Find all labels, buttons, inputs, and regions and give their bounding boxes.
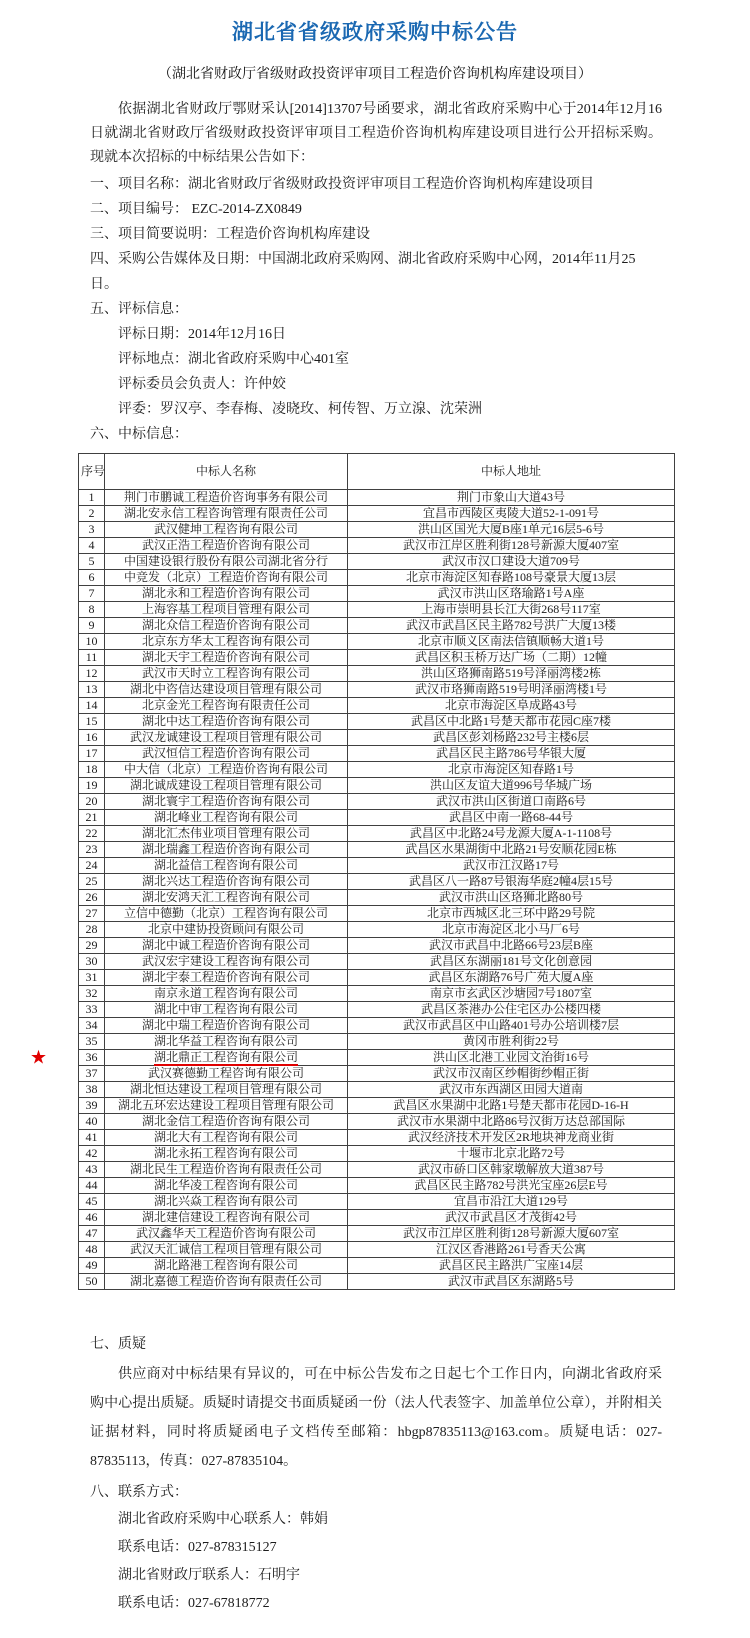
eval-committee-line: 评委：罗汉亭、李春梅、凌晓玫、柯传智、万立湶、沈荣洲	[118, 402, 482, 417]
winner-name-cell: 湖北永和工程造价咨询有限公司	[105, 586, 348, 602]
winner-address-cell: 武汉市洪山区街道口南路6号	[348, 794, 675, 810]
table-row	[79, 714, 675, 730]
row-number-cell: 2	[79, 506, 105, 522]
winner-address-cell: 武汉市武昌区民主路782号洪广大厦13楼	[348, 618, 675, 634]
section8-heading: 八、联系方式：	[90, 1485, 188, 1500]
table-header-address: 中标人地址	[348, 454, 675, 490]
winner-name-cell: 湖北五环宏达建设工程项目管理有限公司	[105, 1098, 348, 1114]
winner-address-cell: 武汉经济技术开发区2R地块神龙商业街	[348, 1130, 675, 1146]
announcement-body	[90, 98, 662, 447]
table-row	[79, 810, 675, 826]
row-number-cell: 17	[79, 746, 105, 762]
winner-address-cell: 武汉市东西湖区田园大道南	[348, 1082, 675, 1098]
table-row	[79, 922, 675, 938]
winner-address-cell: 洪山区珞狮南路519号泽丽湾楼2栋	[348, 666, 675, 682]
table-row	[79, 762, 675, 778]
winner-address-cell: 武汉市洪山区珞狮北路80号	[348, 890, 675, 906]
list-item-project-name: 一、项目名称：湖北省财政厅省级财政投资评审项目工程造价咨询机构库建设项目	[90, 177, 594, 192]
table-row	[79, 666, 675, 682]
winners-table	[30, 453, 675, 1290]
table-row	[79, 778, 675, 794]
winner-address-cell: 武汉市汉口建设大道709号	[348, 554, 675, 570]
row-number-cell: 32	[79, 986, 105, 1002]
row-number-cell: 33	[79, 1002, 105, 1018]
winner-name-cell: 湖北恒达建设工程项目管理有限公司	[105, 1082, 348, 1098]
row-number-cell: 8	[79, 602, 105, 618]
row-number-cell: 37	[79, 1066, 105, 1082]
row-number-cell: 46	[79, 1210, 105, 1226]
winner-address-cell: 武昌区水果湖中北路1号楚天都市花园D-16-H	[348, 1098, 675, 1114]
winner-name-cell: 湖北建信建设工程咨询有限公司	[105, 1210, 348, 1226]
table-row	[79, 554, 675, 570]
winner-address-cell: 武昌区民主路782号洪光宝座26层E号	[348, 1178, 675, 1194]
winner-name-cell: 湖北大有工程咨询有限公司	[105, 1130, 348, 1146]
winner-name-cell: 湖北中审工程咨询有限公司	[105, 1002, 348, 1018]
winner-name-cell: 湖北中达工程造价咨询有限公司	[105, 714, 348, 730]
winner-name-cell: 北京东方华太工程咨询有限公司	[105, 634, 348, 650]
winner-address-cell: 武昌区东湖路76号广苑大厦A座	[348, 970, 675, 986]
row-number-cell: 18	[79, 762, 105, 778]
eval-place-line: 评标地点：湖北省政府采购中心401室	[118, 352, 349, 367]
winner-name-cell: 武汉宏宇建设工程咨询有限公司	[105, 954, 348, 970]
winner-name-cell: 湖北峰业工程咨询有限公司	[105, 810, 348, 826]
table-row	[79, 890, 675, 906]
table-header-no: 序号	[79, 454, 105, 490]
table-row	[79, 1162, 675, 1178]
row-number-cell: 28	[79, 922, 105, 938]
winner-name-cell: 湖北益信工程咨询有限公司	[105, 858, 348, 874]
winner-name-cell: 湖北嘉德工程造价咨询有限责任公司	[105, 1274, 348, 1290]
winner-name-cell: 湖北路港工程咨询有限公司	[105, 1258, 348, 1274]
winner-name-cell: 武汉鑫华天工程造价咨询有限公司	[105, 1226, 348, 1242]
page-subtitle: （湖北省财政厅省级财政投资评审项目工程造价咨询机构库建设项目）	[158, 67, 592, 82]
table-row	[79, 794, 675, 810]
winner-name-cell: 湖北民生工程造价咨询有限责任公司	[105, 1162, 348, 1178]
row-number-cell: 22	[79, 826, 105, 842]
highlight-star-icon: ★	[30, 1047, 48, 1068]
table-row	[79, 954, 675, 970]
row-number-cell: 24	[79, 858, 105, 874]
winner-address-cell: 武汉市洪山区珞瑜路1号A座	[348, 586, 675, 602]
winner-address-cell: 洪山区北港工业园文治街16号	[348, 1050, 675, 1066]
table-row	[79, 1210, 675, 1226]
table-row	[79, 698, 675, 714]
table-header-row	[79, 454, 675, 490]
row-number-cell: 39	[79, 1098, 105, 1114]
winner-name-cell: 湖北兴达工程造价咨询有限公司	[105, 874, 348, 890]
table-row	[79, 874, 675, 890]
contact-finance-phone: 联系电话：027-67818772	[118, 1596, 270, 1611]
table-row	[79, 938, 675, 954]
winner-name-cell: 武汉龙诚建设工程项目管理有限公司	[105, 730, 348, 746]
winner-address-cell: 江汉区香港路261号香天公寓	[348, 1242, 675, 1258]
winner-address-cell: 荆门市象山大道43号	[348, 490, 675, 506]
winner-address-cell: 上海市崇明县长江大街268号117室	[348, 602, 675, 618]
winner-name-cell: 中国建设银行股份有限公司湖北省分行	[105, 554, 348, 570]
row-number-cell: 7	[79, 586, 105, 602]
winner-name-cell: 湖北天宇工程造价咨询有限公司	[105, 650, 348, 666]
row-number-cell: 11	[79, 650, 105, 666]
winner-address-cell: 武昌区八一路87号银海华庭2幢4层15号	[348, 874, 675, 890]
row-number-cell: 44	[79, 1178, 105, 1194]
winner-name-cell: 湖北诚成建设工程项目管理有限公司	[105, 778, 348, 794]
winner-name-cell: 湖北众信工程造价咨询有限公司	[105, 618, 348, 634]
table-row	[79, 730, 675, 746]
winner-name-cell: 武汉市天时立工程咨询有限公司	[105, 666, 348, 682]
row-number-cell: 31	[79, 970, 105, 986]
page-title: 湖北省省级政府采购中标公告	[232, 20, 518, 44]
table-row	[79, 1034, 675, 1050]
section7-body: 供应商对中标结果有异议的，可在中标公告发布之日起七个工作日内，向湖北省政府采购中心提出质疑。质疑时请提交书面质疑函一份（法人代表签字、加盖单位公章），并附相关证据材料，同时将质疑函电子文档传至邮箱：hbgp87835113@163.com。质疑电话：027-87835113，传真：027-87835104。	[90, 1367, 662, 1469]
winner-address-cell: 武汉市江岸区胜利街128号新源大厦607室	[348, 1226, 675, 1242]
eval-chief-line: 评标委员会负责人：许仲姣	[118, 377, 286, 392]
table-row	[79, 1018, 675, 1034]
eval-date-line: 评标日期：2014年12月16日	[118, 327, 286, 342]
table-row	[79, 1258, 675, 1274]
winner-name-cell: 立信中德勤（北京）工程咨询有限公司	[105, 906, 348, 922]
winner-name-cell: 荆门市鹏诚工程造价咨询事务有限公司	[105, 490, 348, 506]
winner-address-cell: 北京市海淀区阜成路43号	[348, 698, 675, 714]
winner-name-cell: 湖北中瑞工程造价咨询有限公司	[105, 1018, 348, 1034]
list-item-eval-info: 五、评标信息：	[90, 302, 188, 317]
winners-table-body	[30, 490, 675, 1290]
contact-center-phone: 联系电话：027-878315127	[118, 1540, 277, 1555]
winner-address-cell: 洪山区国光大厦B座1单元16层5-6号	[348, 522, 675, 538]
table-row	[79, 826, 675, 842]
winner-address-cell: 武汉市武昌区才茂街42号	[348, 1210, 675, 1226]
table-row	[79, 1226, 675, 1242]
winner-address-cell: 武昌区茶港办公住宅区办公楼四楼	[348, 1002, 675, 1018]
winner-name-cell: 湖北华益工程咨询有限公司	[105, 1034, 348, 1050]
row-number-cell: 47	[79, 1226, 105, 1242]
winner-name-cell: 湖北中诚工程造价咨询有限公司	[105, 938, 348, 954]
winner-name-cell: 湖北华凌工程咨询有限公司	[105, 1178, 348, 1194]
row-number-cell: 10	[79, 634, 105, 650]
row-number-cell: 26	[79, 890, 105, 906]
winner-address-cell: 宜昌市西陵区夷陵大道52-1-091号	[348, 506, 675, 522]
table-row	[79, 570, 675, 586]
section7-heading: 七、质疑	[90, 1337, 146, 1352]
row-number-cell: 43	[79, 1162, 105, 1178]
winner-address-cell: 武汉市汉南区纱帽街纱帽正街	[348, 1066, 675, 1082]
table-row	[79, 842, 675, 858]
table-row	[79, 650, 675, 666]
winner-name-cell: 武汉恒信工程造价咨询有限公司	[105, 746, 348, 762]
winner-name-cell: 湖北中咨信达建设项目管理有限公司	[105, 682, 348, 698]
winner-name-cell: 中竞发（北京）工程造价咨询有限公司	[105, 570, 348, 586]
row-number-cell: 15	[79, 714, 105, 730]
winner-address-cell: 武昌区中北路24号龙源大厦A-1-1108号	[348, 826, 675, 842]
table-row	[79, 858, 675, 874]
table-row	[79, 1130, 675, 1146]
intro-paragraph: 依据湖北省财政厅鄂财采认[2014]13707号函要求，湖北省政府采购中心于2014年12月16日就湖北省财政厅省级财政投资评审项目工程造价咨询机构库建设项目进行公开招标采购。现就本次招标的中标结果公告如下：	[90, 102, 662, 165]
winner-name-cell: 湖北瑞鑫工程造价咨询有限公司	[105, 842, 348, 858]
row-number-cell: 45	[79, 1194, 105, 1210]
table-row	[79, 970, 675, 986]
row-number-cell: 5	[79, 554, 105, 570]
winner-address-cell: 武汉市水果湖中北路86号汉街万达总部国际	[348, 1114, 675, 1130]
winner-name-cell: 南京永道工程咨询有限公司	[105, 986, 348, 1002]
table-row	[79, 506, 675, 522]
winner-address-cell: 宜昌市沿江大道129号	[348, 1194, 675, 1210]
table-header-name: 中标人名称	[105, 454, 348, 490]
row-number-cell: 20	[79, 794, 105, 810]
list-item-project-desc: 三、项目简要说明：工程造价咨询机构库建设	[90, 227, 370, 242]
table-row	[79, 1050, 675, 1066]
row-number-cell: 6	[79, 570, 105, 586]
winner-address-cell: 武昌区东湖丽181号文化创意园	[348, 954, 675, 970]
winner-address-cell: 武汉市武昌中北路66号23层B座	[348, 938, 675, 954]
winner-name-cell: 北京中建协投资顾问有限公司	[105, 922, 348, 938]
row-number-cell: 38	[79, 1082, 105, 1098]
winners-table-wrap	[30, 453, 750, 1290]
contact-finance-person: 湖北省财政厅联系人：石明宇	[118, 1568, 300, 1583]
row-number-cell: 41	[79, 1130, 105, 1146]
winner-address-cell: 北京市海淀区知春路108号豪景大厦13层	[348, 570, 675, 586]
row-number-cell: 34	[79, 1018, 105, 1034]
winner-name-cell: 中大信（北京）工程造价咨询有限公司	[105, 762, 348, 778]
row-number-cell: 1	[79, 490, 105, 506]
row-number-cell: 35	[79, 1034, 105, 1050]
table-row	[79, 602, 675, 618]
winner-address-cell: 武汉市珞狮南路519号明泽丽湾楼1号	[348, 682, 675, 698]
table-row	[79, 746, 675, 762]
winner-name-cell: 武汉赛德勤工程咨询有限公司	[105, 1066, 348, 1082]
winner-name-cell: 湖北宇泰工程造价咨询有限公司	[105, 970, 348, 986]
winner-name-cell: 湖北安永信工程咨询管理有限责任公司	[105, 506, 348, 522]
row-number-cell: 23	[79, 842, 105, 858]
winner-address-cell: 武汉市江汉路17号	[348, 858, 675, 874]
winner-address-cell: 武昌区中南一路68-44号	[348, 810, 675, 826]
winner-name-cell	[105, 1050, 348, 1066]
table-row	[79, 538, 675, 554]
winner-name-cell: 湖北汇杰伟业项目管理有限公司	[105, 826, 348, 842]
table-row	[79, 586, 675, 602]
winner-address-cell: 武昌区水果湖街中北路21号安顺花园E栋	[348, 842, 675, 858]
row-number-cell: 49	[79, 1258, 105, 1274]
winner-address-cell: 北京市西城区北三环中路29号院	[348, 906, 675, 922]
winner-name-cell: 武汉天汇诚信工程项目管理有限公司	[105, 1242, 348, 1258]
list-item-project-number: 二、项目编号： EZC-2014-ZX0849	[90, 202, 302, 217]
winner-address-cell: 武昌区中北路1号楚天都市花园C座7楼	[348, 714, 675, 730]
table-row	[79, 618, 675, 634]
winner-name-cell: 上海容基工程项目管理有限公司	[105, 602, 348, 618]
winner-address-cell: 黄冈市胜利街22号	[348, 1034, 675, 1050]
table-row	[79, 1242, 675, 1258]
row-number-cell: 21	[79, 810, 105, 826]
table-row	[79, 1114, 675, 1130]
winner-address-cell: 武汉市硚口区韩家墩解放大道387号	[348, 1162, 675, 1178]
winner-address-cell: 北京市海淀区知春路1号	[348, 762, 675, 778]
row-number-cell: 48	[79, 1242, 105, 1258]
table-row	[79, 1274, 675, 1290]
row-number-cell: 50	[79, 1274, 105, 1290]
row-number-cell: 19	[79, 778, 105, 794]
row-number-cell: 29	[79, 938, 105, 954]
section-objection	[90, 1332, 662, 1476]
winner-address-cell: 武昌区民主路786号华银大厦	[348, 746, 675, 762]
row-number-cell: 14	[79, 698, 105, 714]
winner-name-cell: 武汉正浩工程造价咨询有限公司	[105, 538, 348, 554]
row-number-cell: 27	[79, 906, 105, 922]
table-row	[79, 1146, 675, 1162]
winner-address-cell: 武汉市武昌区东湖路5号	[348, 1274, 675, 1290]
winner-address-cell: 武汉市江岸区胜利街128号新源大厦407室	[348, 538, 675, 554]
winner-address-cell: 洪山区友谊大道996号华城广场	[348, 778, 675, 794]
winner-address-cell: 北京市顺义区南法信镇顺畅大道1号	[348, 634, 675, 650]
row-number-cell: 30	[79, 954, 105, 970]
list-item-winner-info: 六、中标信息：	[90, 427, 188, 442]
table-row	[79, 1098, 675, 1114]
winner-name-cell: 北京金光工程咨询有限责任公司	[105, 698, 348, 714]
row-number-cell: 3	[79, 522, 105, 538]
table-row	[79, 634, 675, 650]
contact-center-person: 湖北省政府采购中心联系人：韩娟	[118, 1512, 328, 1527]
row-number-cell: 40	[79, 1114, 105, 1130]
table-row	[79, 1194, 675, 1210]
row-number-cell: 12	[79, 666, 105, 682]
winner-address-cell: 南京市玄武区沙塘园7号1807室	[348, 986, 675, 1002]
winner-name-cell: 湖北兴焱工程咨询有限公司	[105, 1194, 348, 1210]
numbered-list	[90, 172, 662, 447]
section-contact	[90, 1480, 662, 1618]
row-number-cell: 9	[79, 618, 105, 634]
row-number-cell: 42	[79, 1146, 105, 1162]
table-row	[79, 986, 675, 1002]
table-row	[79, 906, 675, 922]
winner-name-cell: 湖北永拓工程咨询有限公司	[105, 1146, 348, 1162]
row-number-cell: 36 ★	[79, 1050, 105, 1066]
table-row	[79, 1066, 675, 1082]
winner-address-cell: 武汉市武昌区中山路401号办公培训楼7层	[348, 1018, 675, 1034]
winner-address-cell: 北京市海淀区北小马厂6号	[348, 922, 675, 938]
winner-name-cell: 武汉健坤工程咨询有限公司	[105, 522, 348, 538]
row-number-cell: 13	[79, 682, 105, 698]
table-row	[79, 1178, 675, 1194]
table-row	[79, 1002, 675, 1018]
winner-name-cell: 湖北寰宇工程造价咨询有限公司	[105, 794, 348, 810]
row-number-cell: 4	[79, 538, 105, 554]
table-row	[79, 490, 675, 506]
highlighted-winner-name: 湖北鼎正工程咨询有限公司	[153, 1050, 298, 1064]
winner-address-cell: 武昌区积玉桥万达广场（二期）12幢	[348, 650, 675, 666]
row-number-cell: 16	[79, 730, 105, 746]
winner-name-cell: 湖北金信工程造价咨询有限公司	[105, 1114, 348, 1130]
winner-address-cell: 十堰市北京北路72号	[348, 1146, 675, 1162]
winner-address-cell: 武昌区彭刘杨路232号主楼6层	[348, 730, 675, 746]
winner-name-cell: 湖北安鸿天汇工程咨询有限公司	[105, 890, 348, 906]
list-item-media-date: 四、采购公告媒体及日期：中国湖北政府采购网、湖北省政府采购中心网，2014年11月25日。	[90, 252, 636, 292]
table-row	[79, 522, 675, 538]
table-row	[79, 1082, 675, 1098]
row-number-cell: 25	[79, 874, 105, 890]
table-row	[79, 682, 675, 698]
winner-address-cell: 武昌区民主路洪广宝座14层	[348, 1258, 675, 1274]
